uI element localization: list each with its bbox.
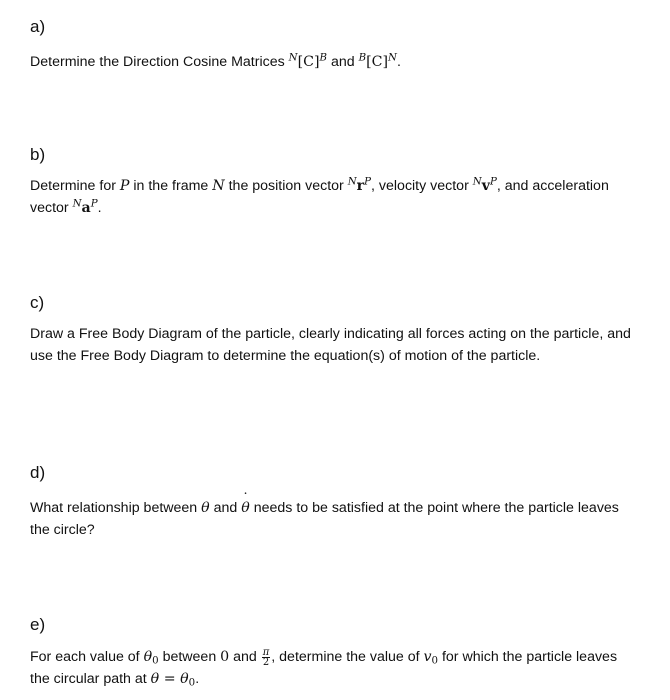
v-sup: P: [489, 176, 497, 188]
part-b-end: .: [97, 200, 102, 216]
dcm1-post: B: [319, 52, 328, 64]
part-d-t3: needs to be satisfied at the point where the particle leaves the circle?: [30, 500, 619, 538]
dcm2-pre: B: [358, 52, 367, 64]
vec-v: v: [481, 178, 490, 194]
part-b-t4: , velocity vector: [371, 178, 473, 194]
part-c-text: Draw a Free Body Diagram of the particle, clearly indicating all forces acting on the particle, and use the Free Body Diagram to determine the equation(s) of motion of the particle.: [30, 326, 631, 364]
dcm2-post: N: [388, 52, 397, 64]
part-d-text: [30, 497, 640, 541]
dcm1-body: [C]: [297, 54, 320, 70]
part-b-label: b): [30, 145, 46, 164]
part-b: [30, 145, 640, 219]
var-theta0: θ: [143, 649, 153, 665]
part-d-t1: What relationship between: [30, 500, 202, 516]
part-e-text: [30, 646, 640, 690]
eq-theta: θ: [150, 671, 160, 688]
part-e-t3: and: [229, 649, 261, 665]
part-e-t5: for which the particle leaves the circular path at: [30, 649, 618, 688]
part-e-end: .: [195, 671, 200, 688]
part-b-t2: in the frame: [129, 178, 213, 194]
var-P: P: [119, 178, 130, 194]
part-a-end: .: [397, 54, 401, 70]
part-a-and: and: [327, 54, 359, 70]
var-theta-dot: ˙ θ: [241, 497, 250, 519]
part-c-label: c): [30, 293, 45, 312]
part-d: [30, 463, 640, 541]
part-e-t2: between: [158, 649, 221, 665]
part-e-t1: For each value of: [30, 649, 144, 665]
part-a-prompt: Determine the Direction Cosine Matrices: [30, 54, 289, 70]
dcm1-pre: N: [288, 52, 298, 64]
frac-den: 2: [262, 657, 270, 669]
part-a-label: a): [30, 17, 46, 36]
eq-sign: =: [159, 671, 181, 688]
part-b-t5: , and acceleration vector: [30, 178, 609, 216]
eq-theta0-sub: 0: [188, 677, 196, 689]
eq-theta0: θ: [180, 671, 189, 688]
a-sup: P: [90, 198, 98, 210]
frac-num: π: [262, 646, 270, 658]
part-b-text: [30, 175, 640, 219]
r-pre: N: [347, 176, 357, 188]
dcm2-body: [C]: [366, 54, 389, 70]
part-a-text: [30, 51, 640, 73]
part-e-t4: , determine the value of: [271, 649, 424, 665]
v0-sub: 0: [431, 655, 439, 667]
r-sup: P: [364, 176, 372, 188]
part-b-t3: the position vector: [224, 178, 348, 194]
var-N: N: [212, 178, 225, 194]
part-e-label: e): [30, 615, 46, 634]
part-b-t1: Determine for: [30, 178, 120, 194]
part-e: [30, 615, 640, 690]
vec-a: a: [81, 200, 91, 216]
part-d-label: d): [30, 463, 46, 482]
part-a: [30, 17, 640, 73]
part-c: [30, 293, 640, 367]
part-d-t2: and: [209, 500, 242, 516]
pi-over-two: [262, 648, 271, 669]
a-pre: N: [72, 198, 82, 210]
v-pre: N: [472, 176, 482, 188]
var-v0: v: [423, 649, 432, 665]
num-zero: 0: [220, 649, 230, 665]
theta0-sub: 0: [152, 655, 159, 667]
vec-r: r: [356, 178, 365, 194]
var-theta: θ: [201, 500, 210, 516]
